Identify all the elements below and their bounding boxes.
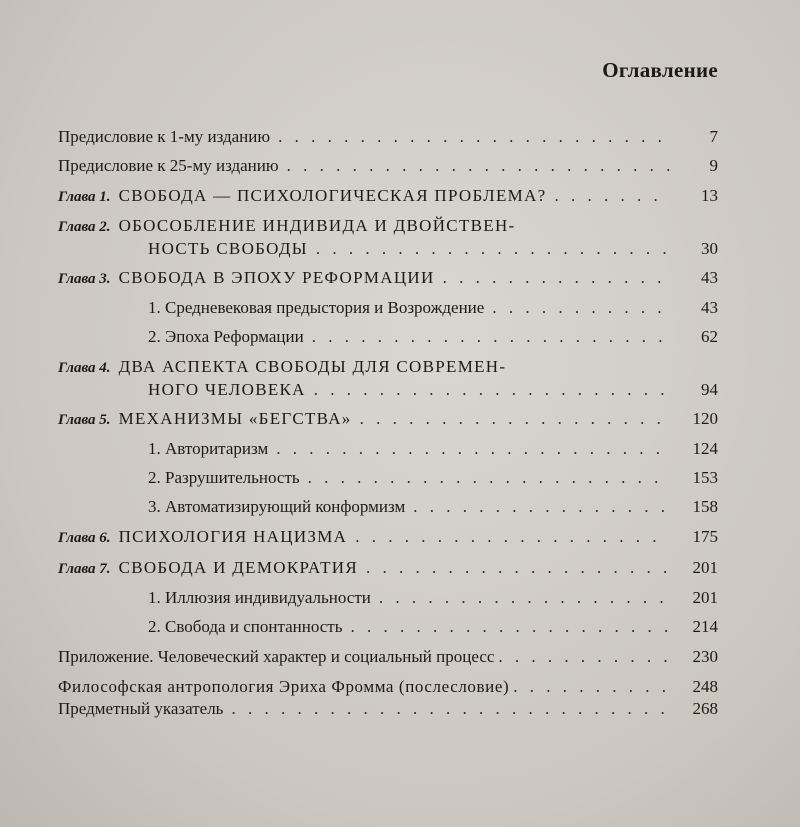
chapter-number: Глава 1. [58, 189, 111, 205]
chapter-number: Глава 3. [58, 271, 111, 287]
section-title: 2. Разрушительность [148, 468, 300, 487]
leader-dots [513, 676, 674, 698]
leader-dots [498, 646, 674, 668]
entry-page: 153 [692, 468, 718, 487]
section-title: 1. Средневековая предыстория и Возрождение [148, 298, 485, 317]
leader-dots [492, 297, 670, 319]
chapter-title-continued: НОГО ЧЕЛОВЕКА [148, 380, 306, 399]
section-title: 1. Авторитаризм [148, 439, 269, 458]
entry-label: Приложение. Человеческий характер и социальный процесс [58, 647, 495, 666]
entry-label: Предисловие к 1-му изданию [58, 127, 271, 146]
section-title: 1. Иллюзия индивидуальности [148, 588, 371, 607]
leader-dots [555, 185, 671, 207]
chapter-title: ДВА АСПЕКТА СВОБОДЫ ДЛЯ СОВРЕМЕН- [118, 357, 507, 376]
chapter-number: Глава 2. [58, 219, 111, 235]
entry-page: 94 [701, 380, 718, 399]
entry-page: 124 [692, 439, 718, 458]
toc-entry-afterword [58, 676, 718, 698]
toc-entry-chapter-3 [58, 267, 718, 290]
leader-dots [366, 557, 670, 579]
toc-entry-section-3-2 [58, 326, 718, 348]
leader-dots [350, 616, 670, 638]
chapter-title: МЕХАНИЗМЫ «БЕГСТВА» [118, 409, 352, 428]
chapter-number: Глава 5. [58, 412, 111, 428]
section-title: 3. Автоматизирующий конформизм [148, 497, 406, 516]
entry-page: 214 [692, 617, 718, 636]
entry-page: 9 [709, 156, 718, 175]
chapter-title: СВОБОДА — ПСИХОЛОГИЧЕСКАЯ ПРОБЛЕМА? [118, 186, 547, 205]
leader-dots [287, 155, 670, 177]
table-of-contents [58, 126, 718, 720]
section-title: 2. Эпоха Реформации [148, 327, 304, 346]
toc-entry-section-5-2 [58, 467, 718, 489]
chapter-title: ОБОСОБЛЕНИЕ ИНДИВИДА И ДВОЙСТВЕН- [118, 216, 516, 235]
toc-entry-preface-25 [58, 155, 718, 177]
toc-entry-chapter-7 [58, 557, 718, 580]
entry-page: 30 [701, 239, 718, 258]
entry-page: 248 [692, 677, 718, 696]
toc-entry-preface-1 [58, 126, 718, 148]
toc-entry-chapter-4-line-2 [58, 379, 718, 401]
entry-page: 13 [701, 186, 718, 205]
entry-page: 120 [692, 409, 718, 428]
leader-dots [379, 587, 670, 609]
entry-page: 201 [692, 558, 718, 577]
leader-dots [316, 238, 670, 260]
chapter-number: Глава 6. [58, 530, 111, 546]
leader-dots [443, 267, 670, 289]
toc-entry-section-5-1 [58, 438, 718, 460]
toc-entry-chapter-5 [58, 408, 718, 431]
toc-entry-chapter-6 [58, 526, 718, 549]
toc-entry-section-3-1 [58, 297, 718, 319]
leader-dots [314, 379, 670, 401]
leader-dots [360, 408, 670, 430]
entry-page: 175 [692, 527, 718, 546]
toc-entry-chapter-2-line-1 [58, 215, 718, 238]
toc-entry-chapter-4-line-1 [58, 356, 718, 379]
entry-page: 62 [701, 327, 718, 346]
leader-dots [413, 496, 670, 518]
chapter-title: ПСИХОЛОГИЯ НАЦИЗМА [118, 527, 348, 546]
chapter-number: Глава 7. [58, 561, 111, 577]
leader-dots [308, 467, 670, 489]
toc-entry-section-7-2 [58, 616, 718, 638]
entry-page: 230 [692, 647, 718, 666]
section-title: 2. Свобода и спонтанность [148, 617, 343, 636]
toc-entry-section-5-3 [58, 496, 718, 518]
page-title: Оглавление [602, 58, 718, 82]
toc-entry-section-7-1 [58, 587, 718, 609]
toc-entry-index [58, 698, 718, 720]
entry-page: 158 [692, 497, 718, 516]
entry-label: Предисловие к 25-му изданию [58, 156, 279, 175]
toc-entry-chapter-2-line-2 [58, 238, 718, 260]
leader-dots [231, 698, 670, 720]
leader-dots [278, 126, 670, 148]
chapter-title: СВОБОДА И ДЕМОКРАТИЯ [118, 558, 359, 577]
entry-label: Предметный указатель [58, 699, 224, 718]
toc-entry-appendix [58, 646, 718, 668]
leader-dots [312, 326, 670, 348]
chapter-title-continued: НОСТЬ СВОБОДЫ [148, 239, 308, 258]
chapter-title: СВОБОДА В ЭПОХУ РЕФОРМАЦИИ [118, 268, 435, 287]
leader-dots [355, 526, 670, 548]
entry-page: 268 [692, 699, 718, 718]
entry-page: 201 [692, 588, 718, 607]
chapter-number: Глава 4. [58, 360, 111, 376]
entry-label: Философская антропология Эриха Фромма (послесловие) [58, 677, 510, 696]
entry-page: 43 [701, 298, 718, 317]
entry-page: 43 [701, 268, 718, 287]
toc-entry-chapter-1 [58, 185, 718, 208]
leader-dots [276, 438, 670, 460]
entry-page: 7 [709, 127, 718, 146]
